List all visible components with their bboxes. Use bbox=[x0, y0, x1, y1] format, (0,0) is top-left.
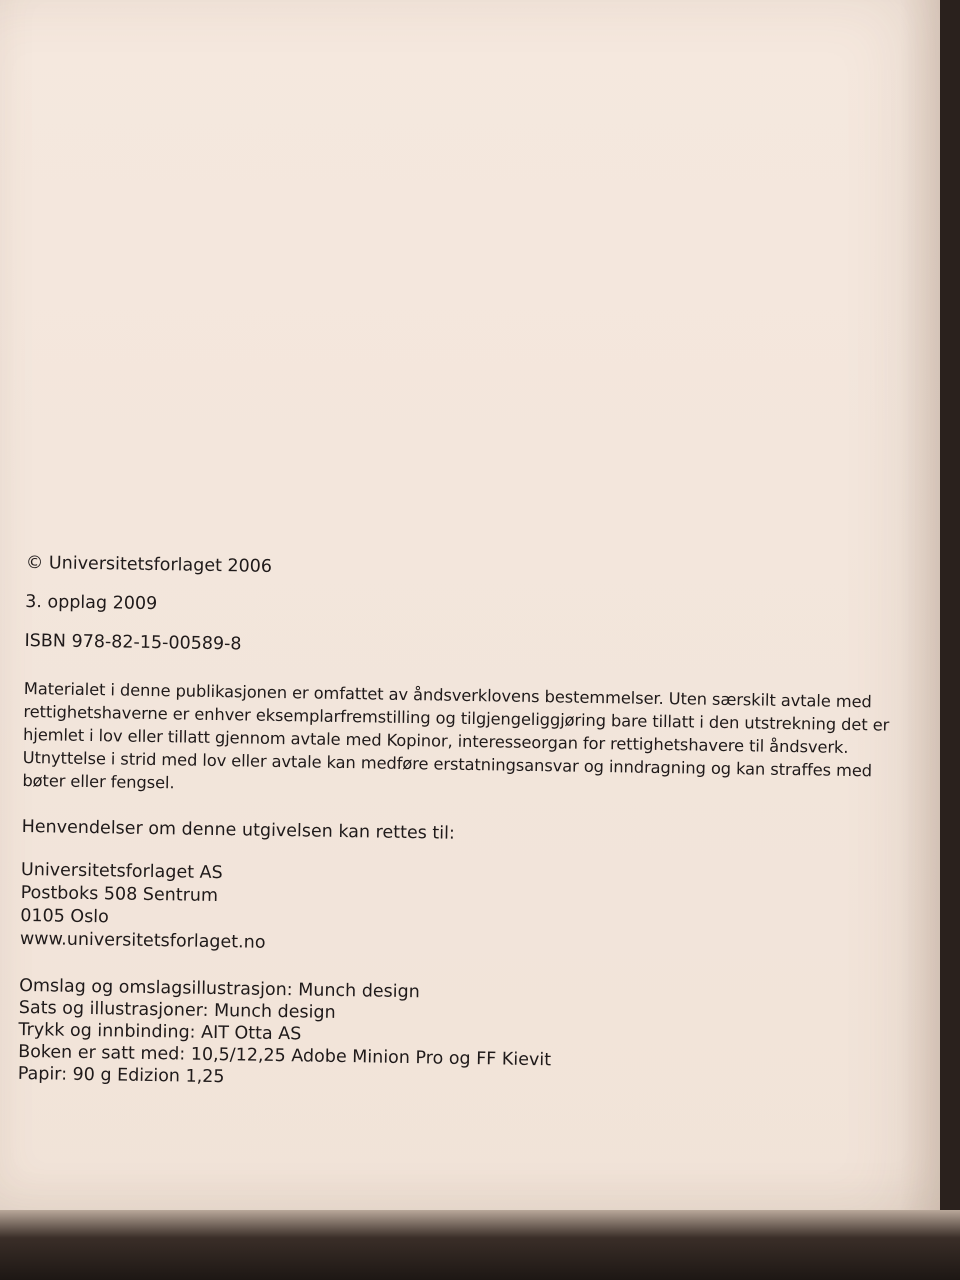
address-line: 0105 Oslo bbox=[20, 905, 109, 928]
isbn-line: ISBN 978-82-15-00589-8 bbox=[24, 630, 242, 655]
printing-line: 3. opplag 2009 bbox=[25, 591, 158, 615]
publisher-address bbox=[20, 859, 921, 965]
rights-notice: Materialet i denne publikasjonen er omfattet av åndsverklovens bestemmelser. Uten særskilt avtale med rettighetshaverne er enhver eksemplarfremstilling og tilgjengeliggjøring bare tillatt i den utstrekning det er hjemlet i lov eller tillatt gjennom avtale med Kopinor, interesseorgan for rettighetshavere til åndsverk. Utnyttelse i strid med lov eller avtale kan medføre erstatningsansvar og inndragning og kan straffes med bøter eller fengsel. bbox=[22, 678, 890, 793]
copyright-page-content bbox=[18, 552, 926, 1099]
website-line: www.universitetsforlaget.no bbox=[19, 928, 266, 953]
address-line: Postboks 508 Sentrum bbox=[20, 882, 219, 907]
contact-heading: Henvendelser om denne utgivelsen kan rettes til: bbox=[21, 816, 455, 844]
colophon-line: Omslag og omslagsillustrasjon: Munch design bbox=[19, 975, 420, 1003]
colophon-line: Sats og illustrasjoner: Munch design bbox=[18, 997, 336, 1023]
colophon bbox=[18, 975, 920, 1099]
address-line: Universitetsforlaget AS bbox=[20, 859, 223, 884]
colophon-line: Trykk og innbinding: AIT Otta AS bbox=[18, 1019, 302, 1045]
colophon-line: Boken er satt med: 10,5/12,25 Adobe Minion Pro og FF Kievit bbox=[17, 1041, 552, 1071]
colophon-line: Papir: 90 g Edizion 1,25 bbox=[17, 1063, 225, 1088]
background-shadow bbox=[0, 1210, 960, 1280]
copyright-line: © Universitetsforlaget 2006 bbox=[25, 552, 273, 577]
